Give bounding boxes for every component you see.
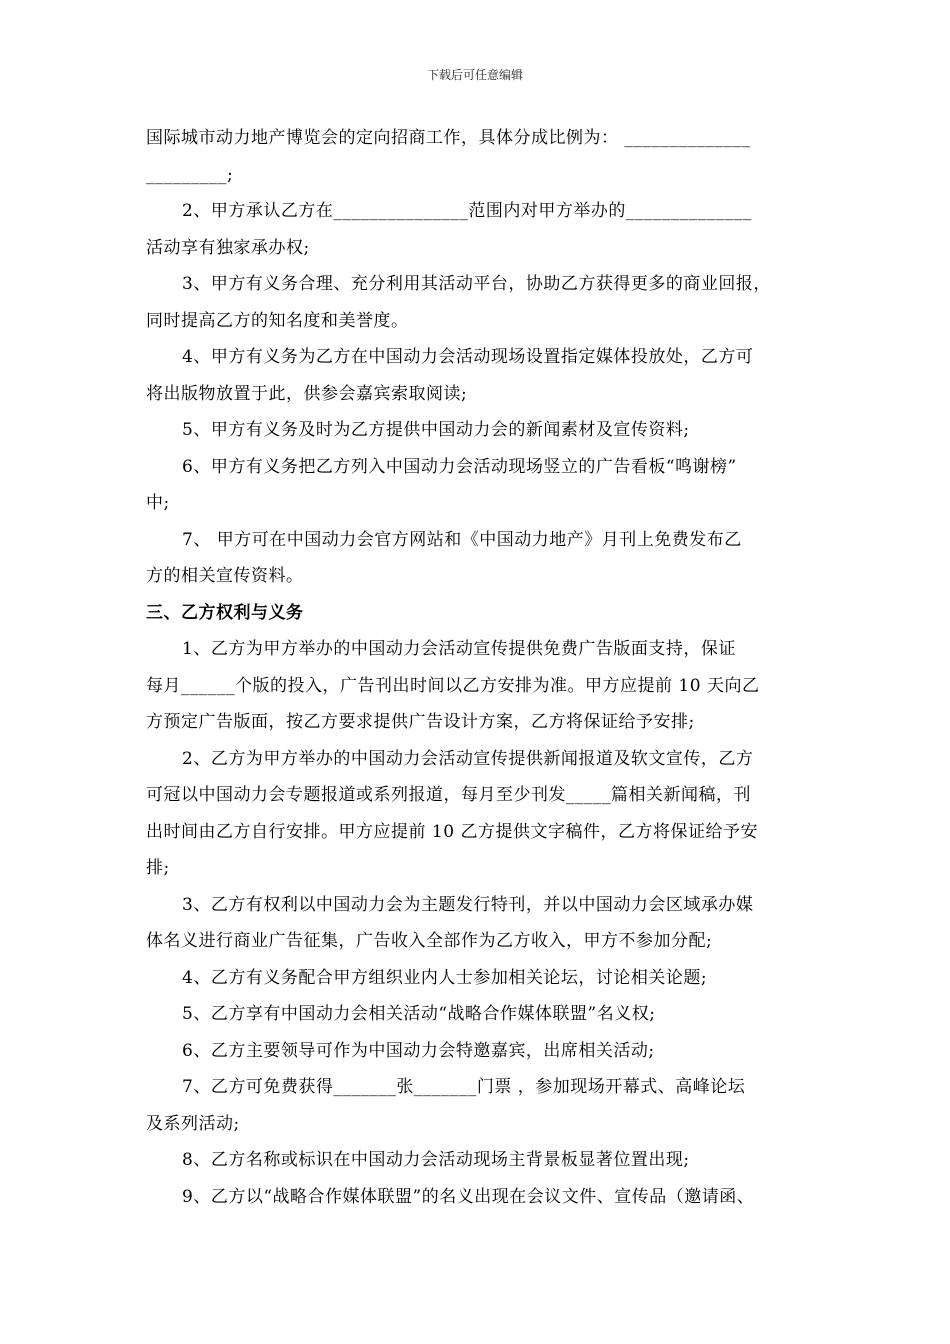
clause-a6: 6、甲方有义务把乙方列入中国动力会活动现场竖立的广告看板“鸣谢榜” — [182, 456, 737, 477]
clause-b2: 2、乙方为甲方举办的中国动力会活动宣传提供新闻报道及软文宣传，乙方 — [182, 748, 754, 769]
clause-b7: 7、乙方可免费获得_______张_______门票 ，参加现场开幕式、高峰论坛 — [182, 1077, 746, 1097]
paragraph-line: 每月______个版的投入，广告刊出时间以乙方安排为准。甲方应提前 10 天向乙 — [146, 675, 760, 696]
clause-a2: 2、甲方承认乙方在_______________范围内对甲方举办的______________ — [182, 201, 752, 221]
paragraph-line: 体名义进行商业广告征集，广告收入全部作为乙方收入，甲方不参加分配; — [146, 931, 713, 951]
paragraph-line: 及系列活动; — [146, 1113, 240, 1134]
clause-b3: 3、乙方有权利以中国动力会为主题发行特刊，并以中国动力会区域承办媒 — [182, 894, 754, 915]
clause-b9: 9、乙方以“战略合作媒体联盟”的名义出现在会议文件、宣传品（邀请函、 — [182, 1186, 755, 1207]
paragraph-line: 出时间由乙方自行安排。甲方应提前 10 乙方提供文字稿件，乙方将保证给予安 — [146, 821, 758, 842]
clause-b6: 6、乙方主要领导可作为中国动力会特邀嘉宾，出席相关活动; — [182, 1040, 655, 1061]
clause-a7: 7、 甲方可在中国动力会官方网站和《中国动力地产》月刊上免费发布乙 — [182, 529, 742, 550]
page-header-note: 下载后可任意编辑 — [426, 68, 523, 82]
paragraph-line: _________; — [146, 164, 234, 185]
paragraph-line: 中; — [146, 493, 170, 513]
section-heading: 三、乙方权利与义务 — [146, 602, 304, 623]
paragraph-line: 方的相关宣传资料。 — [146, 566, 304, 586]
paragraph-line: 国际城市动力地产博览会的定向招商工作，具体分成比例为： ______________ — [146, 128, 751, 148]
paragraph-line: 同时提高乙方的知名度和美誉度。 — [146, 310, 409, 331]
clause-b4: 4、乙方有义务配合甲方组织业内人士参加相关论坛，讨论相关论题; — [182, 967, 708, 988]
paragraph-line: 活动享有独家承办权; — [146, 237, 310, 258]
clause-a4: 4、甲方有义务为乙方在中国动力会活动现场设置指定媒体投放处，乙方可 — [182, 347, 754, 367]
clause-a5: 5、甲方有义务及时为乙方提供中国动力会的新闻素材及宣传资料; — [182, 420, 690, 440]
paragraph-line: 将出版物放置于此，供参会嘉宾索取阅读; — [146, 383, 468, 404]
clause-b8: 8、乙方名称或标识在中国动力会活动现场主背景板显著位置出现; — [182, 1150, 690, 1170]
document-body — [146, 120, 818, 1215]
paragraph-line: 方预定广告版面，按乙方要求提供广告设计方案，乙方将保证给予安排; — [146, 712, 695, 732]
clause-b1: 1、乙方为甲方举办的中国动力会活动宣传提供免费广告版面支持，保证 — [182, 639, 736, 659]
paragraph-line: 可冠以中国动力会专题报道或系列报道，每月至少刊发_____篇相关新闻稿，刊 — [146, 785, 751, 805]
clause-a3: 3、甲方有义务合理、充分利用其活动平台，协助乙方获得更多的商业回报， — [182, 274, 771, 294]
clause-b5: 5、乙方享有中国动力会相关活动“战略合作媒体联盟”名义权; — [182, 1004, 656, 1024]
paragraph-line: 排; — [146, 858, 170, 878]
